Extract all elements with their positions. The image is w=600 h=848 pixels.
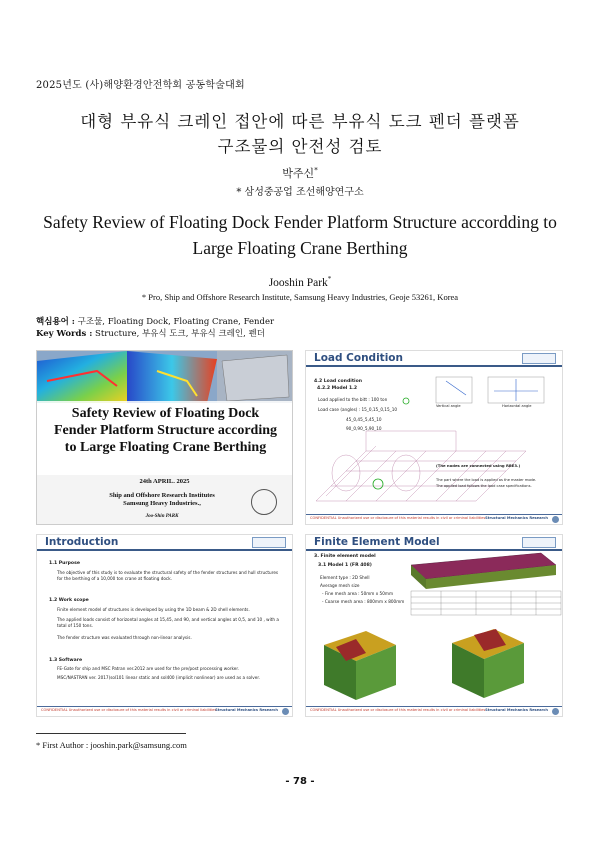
title-en-line-1: Safety Review of Floating Dock Fender Platform Structure accordding to — [43, 212, 557, 232]
slide-footer — [37, 706, 292, 716]
footnote-rule — [36, 733, 186, 734]
conference-name: 2025년도 (사)해양환경안전학회 공동학술대회 — [36, 80, 245, 91]
cover-org — [87, 492, 237, 508]
load-angles-1: 45_0,45_5,45_10 — [346, 417, 382, 422]
author-kr — [0, 165, 600, 181]
intro-scope-3: The fender structure was evaluated through non-linear analysis. — [57, 635, 192, 640]
footer-lab: Structural Mechanics Research — [215, 708, 278, 712]
footnote: * First Author : jooshin.park@samsung.com — [36, 740, 187, 750]
load-sub2: 4.2.2 Model 1.2 — [317, 386, 358, 391]
footer-logo-icon — [552, 708, 559, 715]
intro-software-2: MSC/NASTRAN ver. 2017(sol101 linear static and sol400 (implicit nonlinear) are used as a solver. — [57, 675, 260, 680]
slide-header-title: Introduction — [45, 536, 119, 548]
keywords-kr-label: 핵심용어 : — [36, 317, 75, 327]
cover-date: 24th APRIL. 2025 — [139, 478, 190, 485]
label-vertical: Vertical angle — [436, 404, 461, 408]
title-en-line-2: Large Floating Crane Berthing — [192, 238, 408, 258]
fem-h2: 3.1 Model 1 (FR 408) — [318, 563, 372, 568]
author-kr-mark: * — [314, 166, 318, 175]
fem-bullet-4: - Coarse mesh area : 800mm x 800mm — [322, 599, 405, 604]
footer-logo-icon — [282, 708, 289, 715]
footer-lab: Structural Mechanics Research — [485, 516, 548, 520]
keywords-kr-text: 구조물, Floating Dock, Floating Crane, Fender — [77, 317, 275, 327]
load-bullet-1: Load applied to the bitt : 100 ton — [318, 397, 388, 402]
fem-model-images — [306, 535, 563, 717]
fem-bullet-2: Average mesh size — [320, 583, 360, 588]
conference-logo-icon — [252, 537, 286, 548]
intro-software-1: FE-Gate for ship and MSC Patran ver.2012 are used for the pre/post processing worker. — [57, 666, 239, 671]
load-angles-2: 90_0,90_5,90_10 — [346, 426, 382, 431]
slide-header-title: Load Condition — [314, 352, 403, 364]
footer-confidential: CONFIDENTIAL Unauthorized use or disclosure of this material results in civil or criminal liabilities. — [310, 516, 487, 520]
cover-author: Joo-Shin PARK — [145, 514, 179, 519]
keywords-en — [36, 327, 265, 339]
slide-load-condition — [305, 350, 563, 525]
keywords-kr — [36, 315, 274, 327]
footer-confidential: CONFIDENTIAL Unauthorized use or disclosure of this material results in civil or criminal liabilities. — [310, 708, 487, 712]
page-number: - 78 - — [285, 776, 315, 787]
cover-org-line-2: Samsung Heavy Industries., — [123, 500, 201, 507]
slide-header — [37, 535, 292, 551]
title-kr-line-2: 구조물의 안전성 검토 — [217, 137, 383, 156]
intro-scope-1: Finite element model of structures is developed by using the 1D beam & 2D shell elements. — [57, 607, 250, 612]
title-kr-line-1: 대형 부유식 크레인 접안에 따른 부유식 도크 펜더 플랫폼 — [80, 112, 520, 131]
load-note-3: The applied load follows the load case specifications. — [436, 484, 532, 488]
label-horizontal: Horizontal angle — [502, 404, 532, 408]
fem-bullet-1: Element type : 2D Shell — [320, 575, 370, 580]
footer-confidential: CONFIDENTIAL Unauthorized use or disclosure of this material results in civil or criminal liabilities. — [41, 708, 218, 712]
load-note-1: (The nodes are connected using RBE3.) — [436, 463, 521, 468]
author-en — [0, 275, 600, 289]
intro-purpose: The objective of this study is to evaluate the structural safety of the fender structures and hull structures for the berthing of a 10,000 ton crane at floating dock. — [57, 570, 279, 581]
author-en-mark: * — [327, 275, 332, 283]
fem-h1: 3. Finite element model — [314, 554, 376, 559]
intro-scope-2: The applied loads consist of horizontal angles at 15,45, and 90, and vertical angles at 0,5, and 10 , with a total of 150 tons. — [57, 617, 279, 628]
load-bullet-2: Load case (angles) : 15_0,15_0,15_10 — [318, 407, 398, 412]
slide-footer — [306, 706, 562, 716]
cover-title: Safety Review of Floating Dock Fender Platform Structure according to Large Floating Crane Berthing — [53, 406, 278, 455]
keywords-en-text: Structure, 부유식 도크, 부유식 크레인, 펜더 — [95, 329, 265, 339]
slide-cover — [36, 350, 293, 525]
load-sub1: 4.2 Load condition — [314, 379, 363, 384]
affiliation-kr: * 삼성중공업 조선해양연구소 — [236, 187, 364, 198]
fem-bullet-3: - Fine mesh area : 50mm x 50mm — [322, 591, 394, 596]
slide-finite-element-model — [305, 534, 563, 717]
author-en-name: Jooshin Park — [268, 276, 328, 289]
institute-seal-icon — [251, 489, 277, 515]
intro-h3: 1.3 Software — [49, 658, 83, 663]
intro-h1: 1.1 Purpose — [49, 561, 80, 566]
keywords-en-label: Key Words : — [36, 329, 93, 339]
author-kr-name: 박주신 — [282, 167, 315, 180]
cover-org-line-1: Ship and Offshore Research Institutes — [109, 492, 215, 499]
slide-introduction — [36, 534, 293, 717]
footer-logo-icon — [552, 516, 559, 523]
load-note-2: The part where the load is applied as the master mode. — [436, 478, 537, 482]
slide-header-title: Finite Element Model — [314, 536, 440, 548]
footer-lab: Structural Mechanics Research — [485, 708, 548, 712]
intro-h2: 1.2 Work scope — [49, 598, 89, 603]
affiliation-en: * Pro, Ship and Offshore Research Institute, Samsung Heavy Industries, Geoje 53261, Korea — [141, 292, 459, 302]
slide-footer — [306, 514, 562, 524]
load-diagram — [306, 351, 563, 525]
